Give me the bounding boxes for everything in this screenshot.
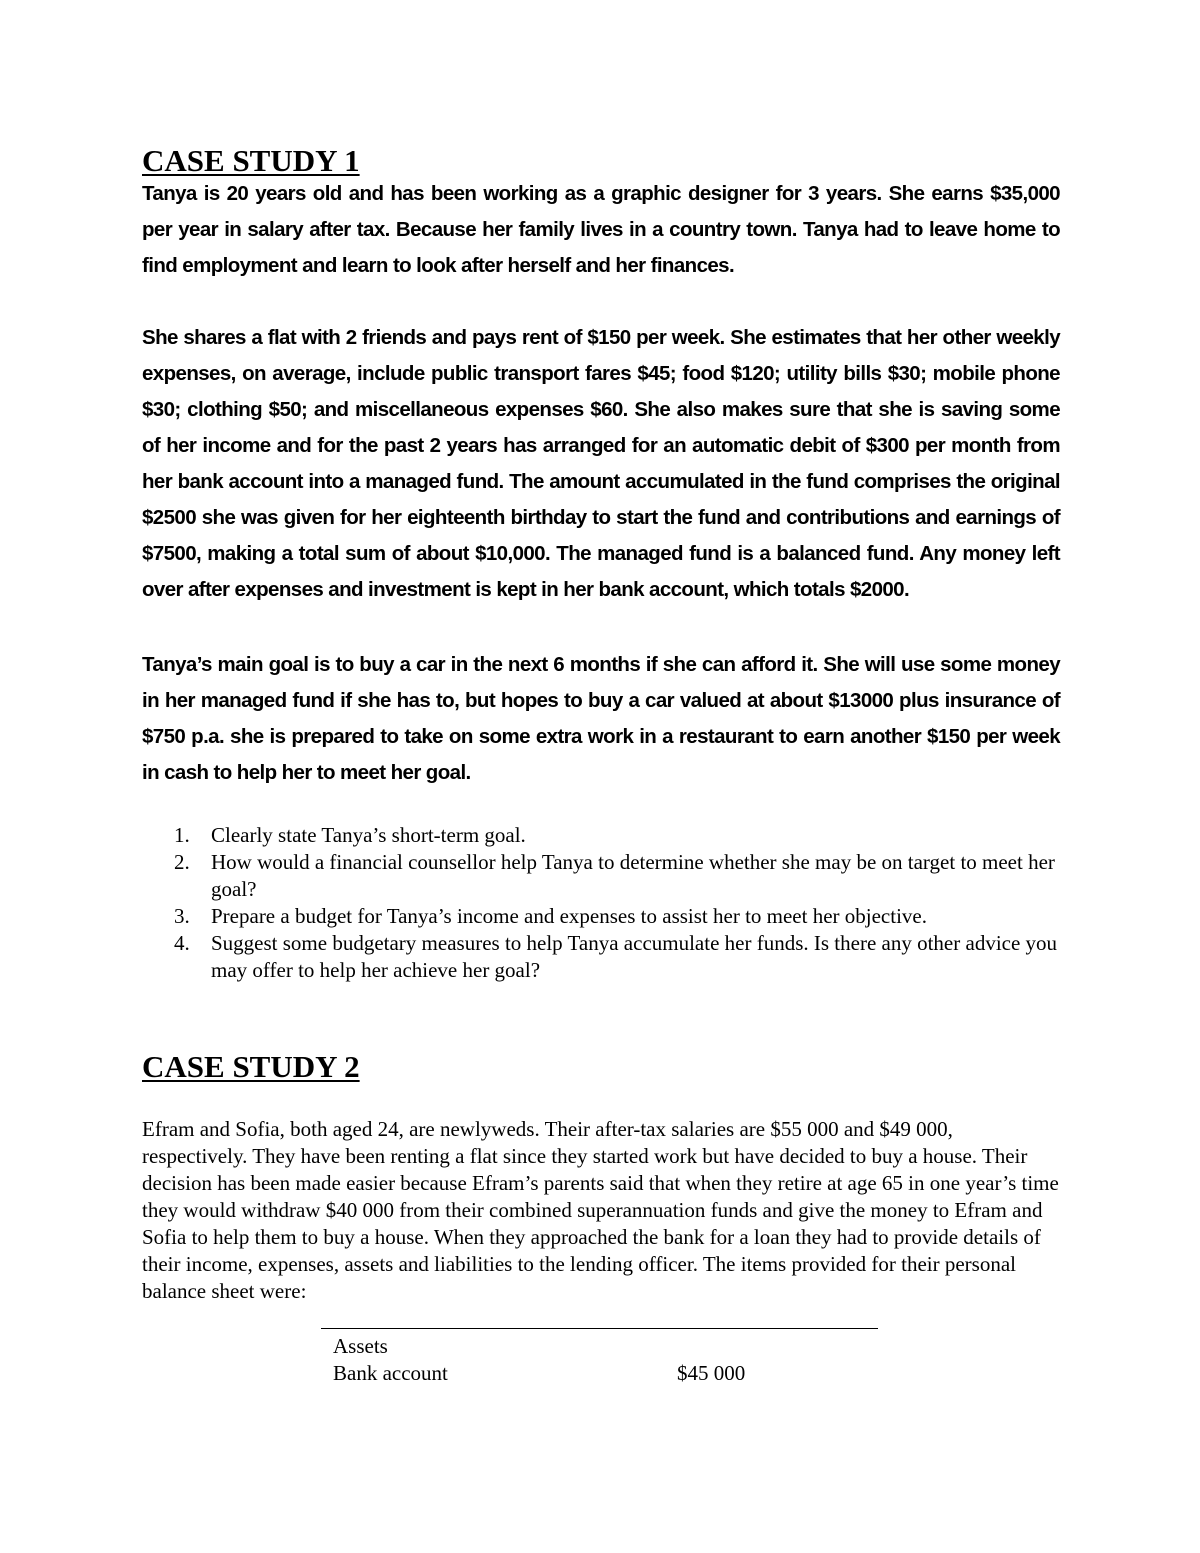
question-item — [142, 930, 1062, 984]
case-study-2-paragraph: Efram and Sofia, both aged 24, are newlyweds. Their after-tax salaries are $55 000 and $49 000, respectively. They have been renting a flat since they started work but have decided to buy a house. Their decision has been made easier because Efram’s parents said that when they retire at age 65 in one year’s time they would withdraw $40 000 from their combined superannuation funds and give the money to Efram and Sofia to help them to buy a house. When they approached the bank for a loan they had to provide details of their income, expenses, assets and liabilities to the lending officer. The items provided for their personal balance sheet were: — [142, 1117, 1059, 1303]
question-item — [142, 822, 1062, 849]
question-number: 3. — [174, 904, 190, 928]
question-number: 1. — [174, 823, 190, 847]
question-item — [142, 903, 1062, 930]
question-text: How would a financial counsellor help Tanya to determine whether she may be on target to meet her goal? — [211, 850, 1055, 901]
case-study-1-questions — [142, 822, 1062, 984]
question-item — [142, 849, 1062, 903]
case-study-1-heading: CASE STUDY 1 — [142, 143, 360, 178]
balance-sheet-top-rule — [321, 1328, 878, 1329]
case-study-2-heading: CASE STUDY 2 — [142, 1049, 360, 1084]
balance-sheet-item-label: Bank account — [333, 1361, 448, 1385]
question-text: Suggest some budgetary measures to help Tanya accumulate her funds. Is there any other advice you may offer to help her achieve her goal? — [211, 931, 1058, 982]
case-study-1-paragraph-1: Tanya is 20 years old and has been working as a graphic designer for 3 years. She earns $35,000 per year in salary after tax. Because her family lives in a country town. Tanya had to leave home to find employment and learn to look after herself and her finances. — [142, 182, 1060, 277]
question-number: 2. — [174, 850, 190, 874]
case-study-1-paragraph-2: She shares a flat with 2 friends and pays rent of $150 per week. She estimates that her other weekly expenses, on average, include public transport fares $45; food $120; utility bills $30; mobile phone $30; clothing $50; and miscellaneous expenses $60. She also makes sure that she is saving some of her income and for the past 2 years has arranged for an automatic debit of $300 per month from her bank account into a managed fund. The amount accumulated in the fund comprises the original $2500 she was given for her eighteenth birthday to start the fund and contributions and earnings of $7500, making a total sum of about $10,000. The managed fund is a balanced fund. Any money left over after expenses and investment is kept in her bank account, which totals $2000. — [142, 326, 1060, 601]
question-text: Clearly state Tanya’s short-term goal. — [211, 823, 526, 847]
balance-sheet-item-value: $45 000 — [677, 1361, 746, 1385]
question-text: Prepare a budget for Tanya’s income and expenses to assist her to meet her objective. — [211, 904, 927, 928]
question-number: 4. — [174, 931, 190, 955]
case-study-1-paragraph-3: Tanya’s main goal is to buy a car in the next 6 months if she can afford it. She will use some money in her managed fund if she has to, but hopes to buy a car valued at about $13000 plus insurance of $750 p.a. she is prepared to take on some extra work in a restaurant to earn another $150 per week in cash to help her to meet her goal. — [142, 653, 1060, 784]
balance-sheet-section-label: Assets — [333, 1334, 388, 1358]
